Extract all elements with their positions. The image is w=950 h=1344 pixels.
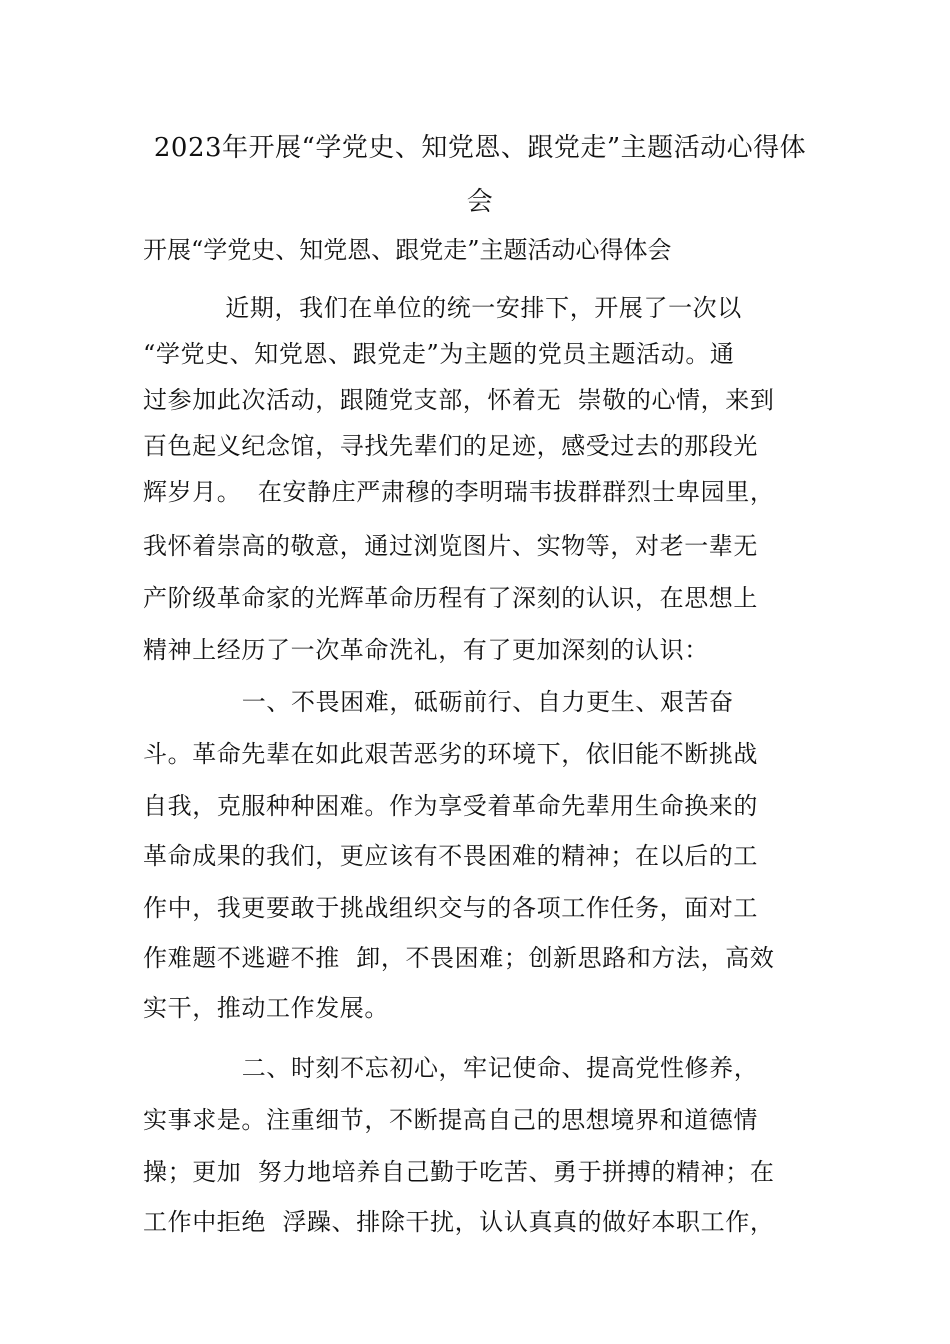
document-title: 2023年开展“学党史、知党恩、跟党走”主题活动心得体 [153,133,807,163]
document-subtitle: 开展“学党史、知党恩、跟党走”主题活动心得体会 [143,236,672,264]
body-line: 辉岁月。 在安静庄严肃穆的李明瑞韦拔群群烈士卑园里， [143,478,775,506]
body-line: 实事求是。注重细节，不断提高自己的思想境界和道德情 [143,1106,758,1134]
body-line: 百色起义纪念馆，寻找先辈们的足迹，感受过去的那段光 [143,432,758,460]
body-line: 精神上经历了一次革命洗礼，有了更加深刻的认识： [143,636,709,664]
body-line: 产阶级革命家的光辉革命历程有了深刻的认识，在思想上 [143,584,758,612]
body-line: 作中，我更要敢于挑战组织交与的各项工作任务，面对工 [143,894,758,922]
body-line: 我怀着崇高的敬意，通过浏览图片、实物等，对老一辈无 [143,532,758,560]
body-line: 作难题不逃避不推 卸，不畏困难；创新思路和方法，高效 [143,944,775,972]
body-line: 操；更加 努力地培养自己勤于吃苦、勇于拼搏的精神；在 [143,1158,775,1186]
body-line: 斗。革命先辈在如此艰苦恶劣的环境下，依旧能不断挑战 [143,740,758,768]
body-line: 工作中拒绝 浮躁、排除干扰，认认真真的做好本职工作， [143,1208,775,1236]
section-heading-2: 二、时刻不忘初心，牢记使命、提高党性修养， [143,1054,759,1082]
body-line: 实干，推动工作发展。 [143,994,389,1022]
document-title-continued: 会 [466,187,494,217]
body-line: 革命成果的我们，更应该有不畏困难的精神；在以后的工 [143,842,758,870]
section-heading-1: 一、不畏困难，砥砺前行、自力更生、艰苦奋 [143,688,734,716]
body-line: “学党史、知党恩、跟党走”为主题的党员主题活动。通 [143,340,735,368]
body-line: 近期，我们在单位的统一安排下，开展了一次以 [143,294,742,322]
body-line: 过参加此次活动，跟随党支部，怀着无 崇敬的心情，来到 [143,386,775,414]
body-line: 自我，克服种种困难。作为享受着革命先辈用生命换来的 [143,792,758,820]
